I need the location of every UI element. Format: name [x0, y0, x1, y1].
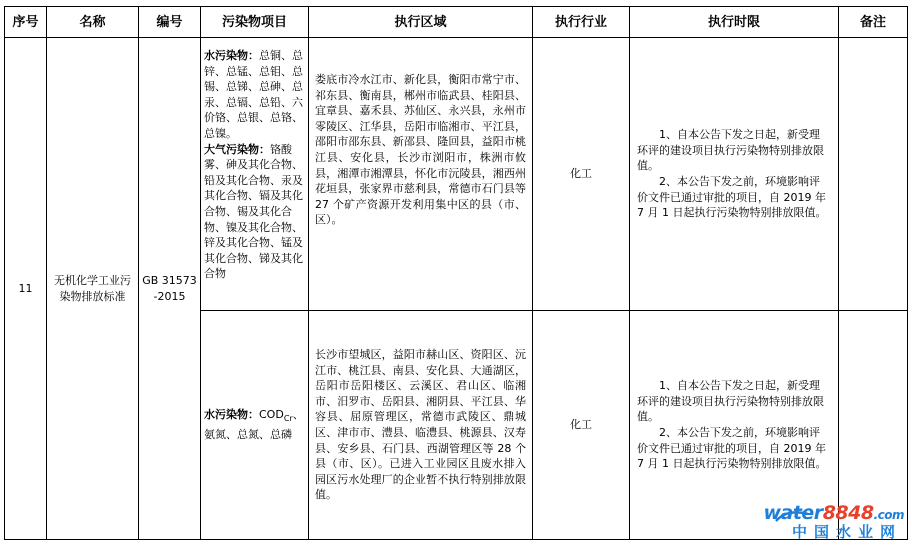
industry-cell: 化工: [533, 311, 630, 540]
water8848-watermark: [763, 502, 904, 542]
timing-rule-1: 1、自本公告下发之日起，新受理环评的建设项目执行污染物特别排放限值。: [637, 128, 824, 173]
air-pollutant-label: 大气污染物：: [204, 142, 270, 156]
header-region: 执行区域: [309, 7, 533, 38]
water-pollutant-items: COD: [259, 408, 284, 422]
standard-code-cell: GB 31573-2015: [139, 38, 201, 540]
remark-cell: [839, 38, 908, 311]
region-text: 长沙市望城区，益阳市赫山区、资阳区、沅江市、桃江县、南县、安化县、大通湖区，岳阳市岳阳楼区、云溪区、君山区、临湘市、汨罗市、岳阳县、湘阴县、平江县、华容县、屈原管理区，常德市武陵区、鼎城区、津市市、澧县、临澧县、桃源县、汉寿县、安乡县、石门县、西湖管理区等 28 个县（市、区）。已进入工业园区且废水排入园区污水处理厂的企业暂不执行特别排放限值。: [315, 348, 526, 502]
water-pollutant-label: 水污染物：: [204, 49, 259, 62]
seq-cell: 11: [5, 38, 47, 540]
region-text: 娄底市冷水江市、新化县，衡阳市常宁市、祁东县、衡南县，郴州市临武县、桂阳县、宜章县、嘉禾县、苏仙区、永兴县，永州市零陵区、江华县，岳阳市临湘市、平江县，邵阳市邵东县、新邵县、隆回县，益阳市桃江县、安化县，长沙市浏阳市，株洲市攸县，湘潭市湘潭县，怀化市沅陵县，湘西州花垣县，张家界市慈利县，常德市石门县等 27 个矿产资源开发利用集中区的县（市、区）。: [315, 73, 526, 227]
pollutant-cell: [201, 38, 309, 311]
header-remark: 备注: [839, 7, 908, 38]
industry-cell: 化工: [533, 38, 630, 311]
water-pollutant-items-rest: 、氨氮、总氮、总磷: [204, 408, 304, 442]
region-cell: [309, 38, 533, 311]
timing-rule-2: 2、本公告下发之前，环境影响评价文件已通过审批的项目，自 2019 年 7 月 1 日起执行污染物特别排放限值。: [637, 426, 827, 471]
timing-rule-2: 2、本公告下发之前，环境影响评价文件已通过审批的项目，自 2019 年 7 月 1 日起执行污染物特别排放限值。: [637, 175, 827, 220]
timing-cell: [630, 38, 839, 311]
standard-name-cell: 无机化学工业污染物排放标准: [47, 38, 139, 540]
header-timing: 执行时限: [630, 7, 839, 38]
air-pollutant-items: 铬酸雾、砷及其化合物、铅及其化合物、汞及其化合物、镉及其化合物、锡及其化合物、镍及其化合物、锌及其化合物、锰及其化合物、锑及其化合物: [204, 142, 303, 281]
watermark-brand: water8848.com: [763, 502, 904, 524]
timing-rule-1: 1、自本公告下发之日起，新受理环评的建设项目执行污染物特别排放限值。: [637, 379, 824, 424]
header-row: [5, 7, 908, 38]
region-cell: [309, 311, 533, 540]
header-seq: 序号: [5, 7, 47, 38]
watermark-cn: 中国水业网: [791, 523, 902, 541]
table-row: [5, 38, 908, 311]
water-pollutant-items: 总铜、总锌、总锰、总钼、总锡、总锑、总砷、总汞、总镉、总铅、六价铬、总银、总铬、总镍。: [204, 49, 303, 140]
pollutant-cell: [201, 311, 309, 540]
standards-table: [4, 6, 908, 540]
header-code: 编号: [139, 7, 201, 38]
header-name: 名称: [47, 7, 139, 38]
cod-subscript: Cr: [283, 414, 293, 424]
header-industry: 执行行业: [533, 7, 630, 38]
water-pollutant-label: 水污染物：: [204, 408, 259, 422]
header-pollutants: 污染物项目: [201, 7, 309, 38]
